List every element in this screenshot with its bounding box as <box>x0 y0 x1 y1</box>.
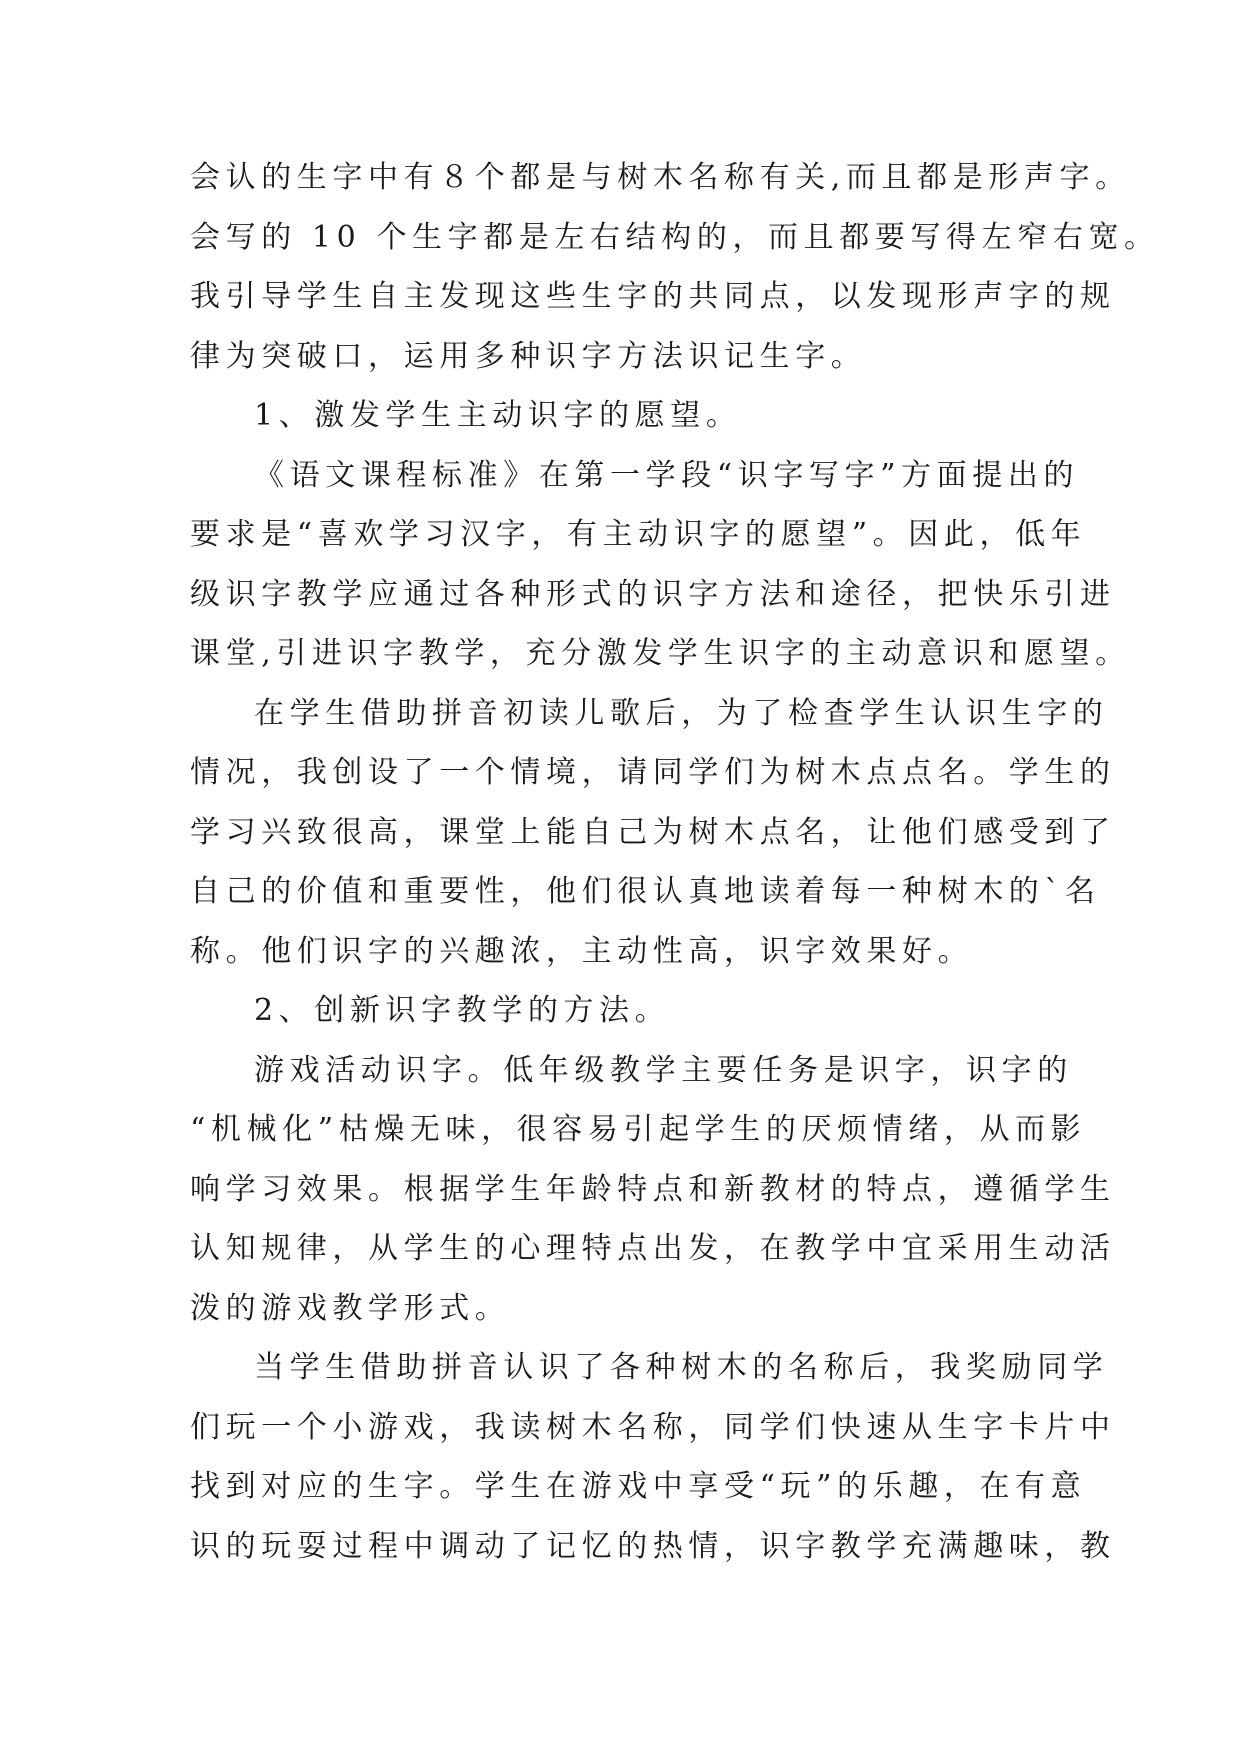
text-line: 认知规律，从学生的心理特点出发，在教学中宜采用生动活 <box>190 1231 1116 1266</box>
text-line: 我引导学生自主发现这些生字的共同点，以发现形声字的规 <box>190 279 1116 314</box>
text-line: 《语文课程标准》在第一学段“识字写字”方面提出的 <box>254 457 1080 493</box>
text-line: 在学生借助拼音初读儿歌后，为了检查学生认识生字的 <box>254 695 1109 731</box>
text-line: 学习兴致很高，课堂上能自己为树木点名，让他们感受到了 <box>190 814 1116 850</box>
text-line: 自己的价值和重要性，他们很认真地读着每一种树木的`名 <box>190 874 1101 909</box>
text-line: 课堂,引进识字教学，充分激发学生识字的主动意识和愿望。 <box>190 636 1131 671</box>
text-line: 要求是“喜欢学习汉字，有主动识字的愿望”。因此，低年 <box>190 517 1087 552</box>
text-line: 律为突破口，运用多种识字方法识记生字。 <box>190 338 867 374</box>
text-line: 会认的生字中有８个都是与树木名称有关,而且都是形声字。 <box>190 160 1131 195</box>
text-line: 泼的游戏教学形式。 <box>190 1290 511 1326</box>
text-line: 称。他们识字的兴趣浓，主动性高，识字效果好。 <box>190 933 974 969</box>
text-line: 识的玩耍过程中调动了记忆的热情，识字教学充满趣味，教 <box>190 1528 1116 1564</box>
section-heading: 1、激发学生主动识字的愿望。 <box>254 398 742 433</box>
text-line: “机械化”枯燥无味，很容易引起学生的厌烦情绪，从而影 <box>190 1112 1087 1147</box>
text-line: 当学生借助拼音认识了各种树木的名称后，我奖励同学 <box>254 1350 1109 1385</box>
text-line: 们玩一个小游戏，我读树木名称，同学们快速从生字卡片中 <box>190 1409 1116 1445</box>
section-heading: 2、创新识字教学的方法。 <box>254 993 671 1028</box>
text-line: 找到对应的生字。学生在游戏中享受“玩”的乐趣，在有意 <box>190 1469 1087 1504</box>
text-line: 游戏活动识字。低年级教学主要任务是识字，识字的 <box>254 1052 1073 1088</box>
text-line: 响学习效果。根据学生年龄特点和新教材的特点，遵循学生 <box>190 1171 1116 1207</box>
text-line: 级识字教学应通过各种形式的识字方法和途径，把快乐引进 <box>190 576 1116 612</box>
text-line: 会写的 10 个生字都是左右结构的，而且都要写得左窄右宽。 <box>190 219 1160 255</box>
document-body <box>190 148 1160 1576</box>
text-line: 情况，我创设了一个情境，请同学们为树木点点名。学生的 <box>190 755 1116 790</box>
